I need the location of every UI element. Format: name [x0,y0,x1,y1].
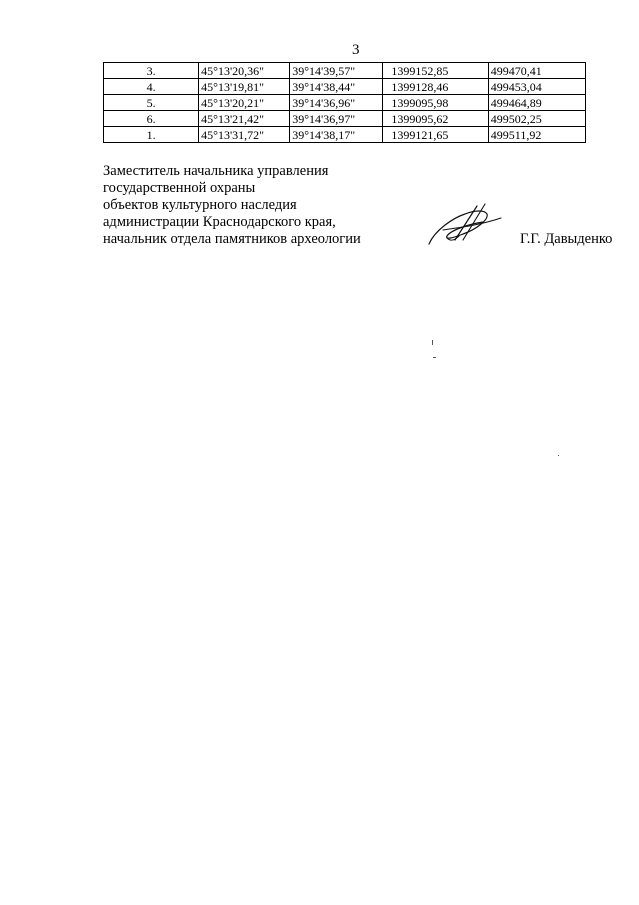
handwritten-signature [425,200,505,252]
point-number-cell: 4. [104,79,199,95]
latitude-cell: 45°13'19,81" [199,79,290,95]
table-row [104,79,586,95]
position-line: администрации Краснодарского края, [103,214,336,230]
longitude-cell: 39°14'38,17" [290,127,383,143]
point-number-cell: 1. [104,127,199,143]
y-coordinate-cell: 499453,04 [488,79,585,95]
x-coordinate-cell: 1399128,46 [383,79,488,95]
signer-name: Г.Г. Давыденко [520,231,613,247]
longitude-cell: 39°14'36,97" [290,111,383,127]
x-coordinate-cell: 1399152,85 [383,63,488,79]
coordinates-table [103,62,586,143]
latitude-cell: 45°13'21,42" [199,111,290,127]
longitude-cell: 39°14'36,96" [290,95,383,111]
x-coordinate-cell: 1399095,62 [383,111,488,127]
x-coordinate-cell: 1399121,65 [383,127,488,143]
page-number: 3 [352,42,360,58]
position-line: Заместитель начальника управления [103,163,329,179]
y-coordinate-cell: 499511,92 [488,127,585,143]
position-line: начальник отдела памятников археологии [103,231,361,247]
signatory-position [103,163,361,248]
table-row [104,111,586,127]
x-coordinate-cell: 1399095,98 [383,95,488,111]
position-line: объектов культурного наследия [103,197,297,213]
latitude-cell: 45°13'20,36" [199,63,290,79]
y-coordinate-cell: 499502,25 [488,111,585,127]
longitude-cell: 39°14'38,44" [290,79,383,95]
scan-speck [432,340,433,345]
scan-speck [433,357,436,358]
y-coordinate-cell: 499470,41 [488,63,585,79]
position-line: государственной охраны [103,180,256,196]
scan-speck [558,455,559,456]
longitude-cell: 39°14'39,57" [290,63,383,79]
point-number-cell: 5. [104,95,199,111]
point-number-cell: 3. [104,63,199,79]
latitude-cell: 45°13'31,72" [199,127,290,143]
table-row [104,95,586,111]
point-number-cell: 6. [104,111,199,127]
table-row [104,63,586,79]
latitude-cell: 45°13'20,21" [199,95,290,111]
y-coordinate-cell: 499464,89 [488,95,585,111]
table-row [104,127,586,143]
